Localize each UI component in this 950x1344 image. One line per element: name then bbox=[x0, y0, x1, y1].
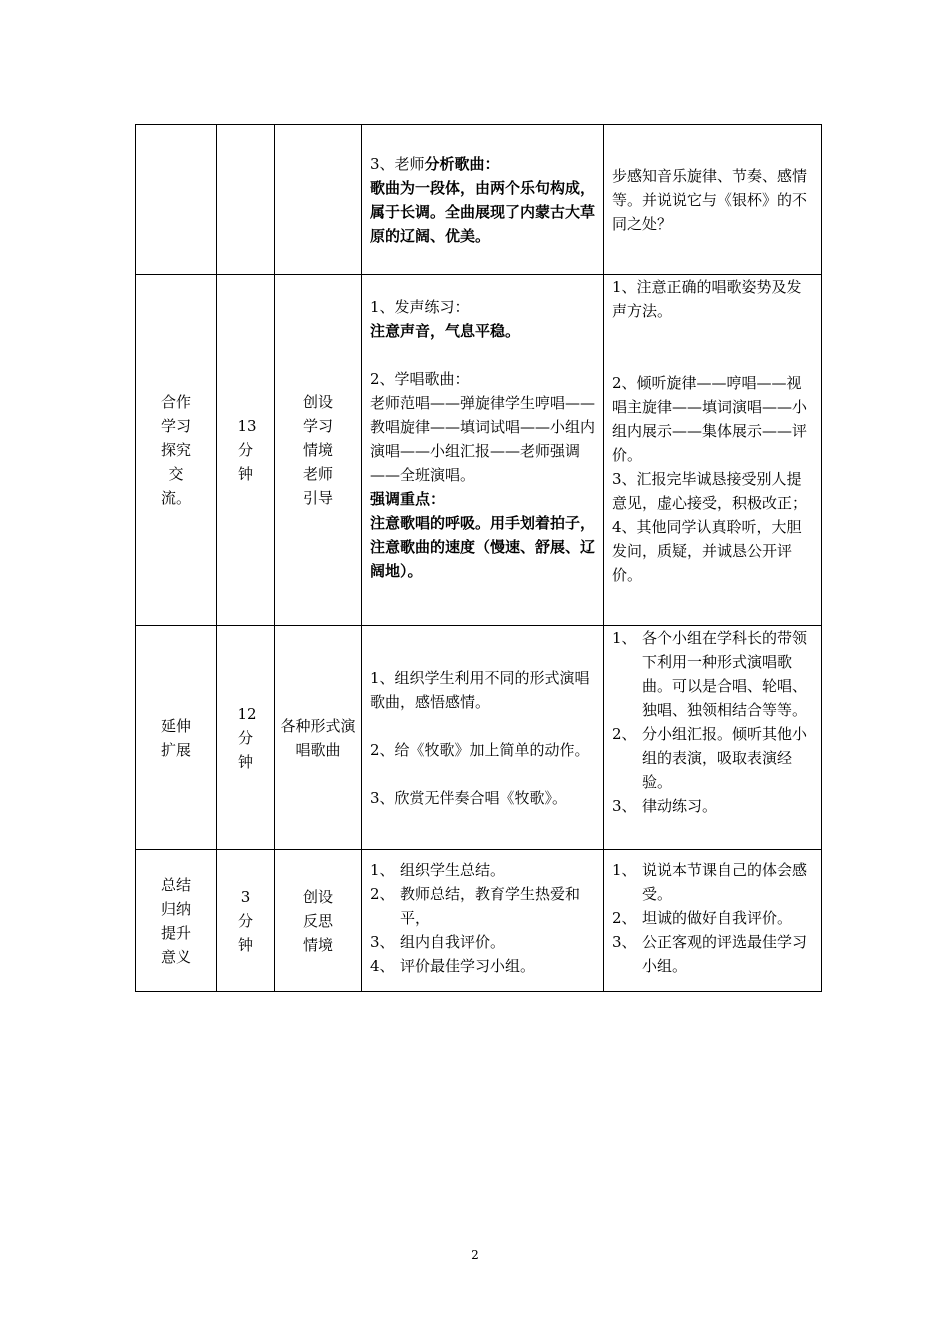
method-cell: 各种形式演唱歌曲 bbox=[275, 626, 362, 850]
time-cell bbox=[217, 125, 275, 275]
teacher-activity-cell bbox=[362, 125, 604, 275]
student-step: 1、注意正确的唱歌姿势及发声方法。 bbox=[612, 278, 802, 320]
teacher-step: 强调重点： bbox=[370, 490, 446, 508]
teacher-step: 2、学唱歌曲： bbox=[370, 370, 470, 388]
teacher-step: 3、老师分析歌曲： bbox=[370, 154, 500, 173]
stage-cell: 延伸扩展 bbox=[136, 626, 217, 850]
student-activity-cell bbox=[604, 626, 822, 850]
student-step: 1、 各个小组在学科长的带领下利用一种形式演唱歌曲。可以是合唱、轮唱、独唱、独领相结合等等。 bbox=[612, 629, 808, 719]
student-step: 1、 说说本节课自己的体会感受。 bbox=[612, 861, 808, 903]
table-row bbox=[136, 125, 822, 275]
student-activity-cell: 步感知音乐旋律、节奏、感情等。并说说它与《银杯》的不同之处？ bbox=[604, 125, 822, 275]
time-cell: 12分钟 bbox=[217, 626, 275, 850]
lesson-plan-table bbox=[135, 124, 822, 992]
table-row bbox=[136, 275, 822, 626]
teacher-activity-cell bbox=[362, 626, 604, 850]
page-number: 2 bbox=[471, 1248, 479, 1262]
stage-cell: 总结归纳提升意义 bbox=[136, 850, 217, 992]
teacher-step-detail: 歌曲为一段体，由两个乐句构成，属于长调。全曲展现了内蒙古大草原的辽阔、优美。 bbox=[370, 178, 596, 245]
teacher-activity-cell bbox=[362, 850, 604, 992]
time-cell: 13分钟 bbox=[217, 275, 275, 626]
teacher-step-detail: 注意声音，气息平稳。 bbox=[370, 322, 521, 340]
student-activity-cell bbox=[604, 850, 822, 992]
stage-cell: 合作学习探究交流。 bbox=[136, 275, 217, 626]
teacher-step: 4、 评价最佳学习小组。 bbox=[370, 957, 536, 975]
teacher-step: 1、组织学生利用不同的形式演唱歌曲，感悟感情。 bbox=[370, 668, 590, 711]
method-cell: 创设学习情境老师引导 bbox=[275, 275, 362, 626]
time-cell: 3分钟 bbox=[217, 850, 275, 992]
student-step: 3、汇报完毕诚恳接受别人提意见，虚心接受，积极改正； bbox=[612, 470, 808, 512]
student-step: 2、倾听旋律——哼唱——视唱主旋律——填词演唱——小组内展示——集体展示——评价。 bbox=[612, 374, 808, 464]
teacher-step: 2、 教师总结，教育学生热爱和平， bbox=[370, 885, 581, 927]
teacher-step-detail: 老师范唱——弹旋律学生哼唱——教唱旋律——填词试唱——小组内演唱——小组汇报——老师强调——全班演唱。 bbox=[370, 394, 596, 484]
student-activity-cell bbox=[604, 275, 822, 626]
teacher-step: 2、给《牧歌》加上简单的动作。 bbox=[370, 740, 590, 759]
teacher-activity-cell bbox=[362, 275, 604, 626]
student-step: 4、其他同学认真聆听，大胆发问，质疑，并诚恳公开评价。 bbox=[612, 518, 802, 584]
teacher-step: 3、欣赏无伴奏合唱《牧歌》。 bbox=[370, 788, 568, 807]
teacher-step: 1、发声练习： bbox=[370, 298, 470, 316]
method-cell: 创设反思情境 bbox=[275, 850, 362, 992]
method-cell bbox=[275, 125, 362, 275]
student-step: 2、 分小组汇报。倾听其他小组的表演，吸取表演经验。 bbox=[612, 725, 808, 791]
table-row bbox=[136, 850, 822, 992]
student-step: 3、 律动练习。 bbox=[612, 797, 718, 815]
teacher-step-detail: 注意歌唱的呼吸。用手划着拍子，注意歌曲的速度（慢速、舒展、辽阔地）。 bbox=[370, 514, 596, 580]
student-step: 3、 公正客观的评选最佳学习小组。 bbox=[612, 933, 808, 975]
stage-cell bbox=[136, 125, 217, 275]
student-step: 2、 坦诚的做好自我评价。 bbox=[612, 909, 793, 927]
teacher-step: 1、 组织学生总结。 bbox=[370, 861, 506, 879]
table-row bbox=[136, 626, 822, 850]
teacher-step: 3、 组内自我评价。 bbox=[370, 933, 506, 951]
